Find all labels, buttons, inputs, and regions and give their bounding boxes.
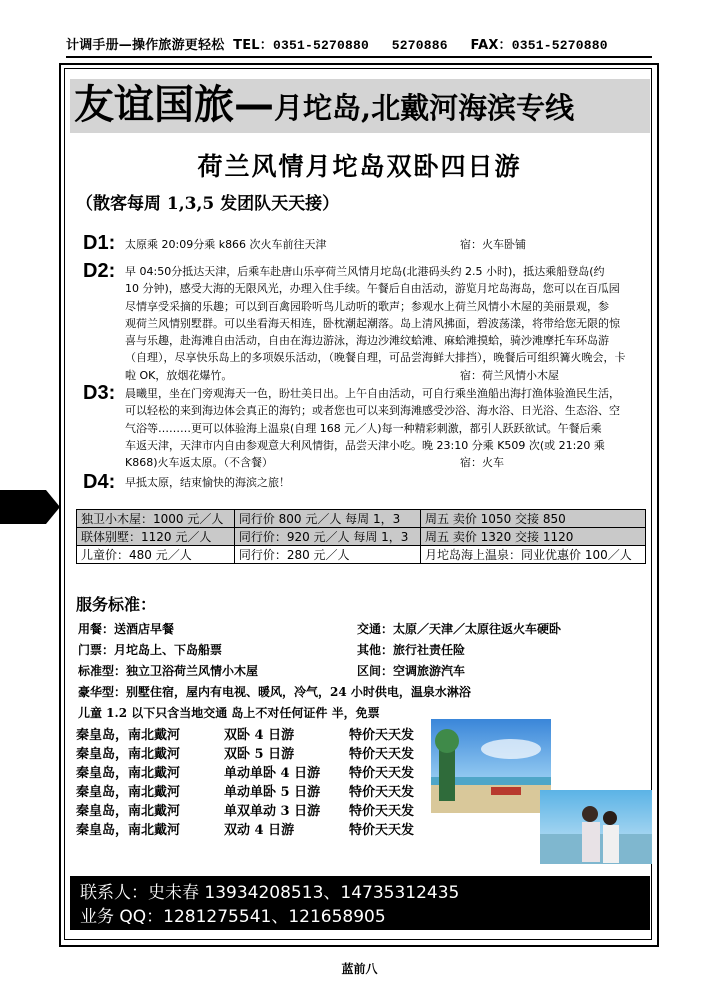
day-1-line: 太原乘 20:09分乘 k866 次火车前往天津 <box>125 238 327 251</box>
route-name: 月坨岛,北戴河海滨专线 <box>274 91 575 125</box>
day-2-line: 喜与乐趣，赴海滩自由活动，自由在海边游泳，海边沙滩纹蛤滩、麻蛤滩摸蛤，骑沙滩摩托车环岛游 <box>125 334 609 348</box>
tel-label: TEL： <box>233 38 273 53</box>
tour-row: 秦皇岛，南北戴河 单双单动 3 日游 特价天天发 <box>76 804 415 819</box>
price-row <box>77 510 646 528</box>
page-title <box>74 80 574 133</box>
service-item: 用餐：送酒店早餐 <box>78 622 175 636</box>
tour-subtitle: 荷兰风情月坨岛双卧四日游 <box>197 152 522 181</box>
tel-2: 5270886 <box>391 38 448 53</box>
price-row <box>77 546 646 564</box>
price-cell: 独卫小木屋：1000 元／人 <box>77 510 235 528</box>
service-item: 其他：旅行社责任险 <box>357 643 466 657</box>
day-2-line: 啦 OK，放烟花爆竹。 <box>125 368 233 382</box>
couple-photo <box>540 790 652 864</box>
contact-qq: 业务 QQ：1281275541、121658905 <box>80 907 386 927</box>
tour-row: 秦皇岛，南北戴河 双卧 5 日游 特价天天发 <box>76 747 415 762</box>
price-cell: 同行价：280 元／人 <box>234 546 420 564</box>
service-child: 儿童 1.2 以下只含当地交通 岛上不对任何证件 半，免票 <box>78 706 380 720</box>
price-cell: 联体别墅：1120 元／人 <box>77 528 235 546</box>
day-4-line: 早抵太原，结束愉快的海滨之旅！ <box>125 476 290 489</box>
brand-name: 友谊国旅 <box>74 82 234 128</box>
day-2-stay: 宿：荷兰风情小木屋 <box>460 369 559 382</box>
departure-note: （散客每周 1,3,5 发团队天天接） <box>76 194 340 214</box>
price-table <box>76 509 646 564</box>
price-cell: 同行价 800 元／人 每周 1，3 <box>234 510 420 528</box>
day-1-label: D1: <box>83 232 116 254</box>
day-2-text <box>125 263 643 384</box>
title-dash: — <box>234 82 274 128</box>
beach-photo <box>431 719 551 813</box>
fax-label: FAX： <box>470 38 512 53</box>
service-luxury: 豪华型：别墅住宿，屋内有电视、暖风，冷气，24 小时供电，温泉水淋浴 <box>78 685 471 699</box>
service-item: 区间：空调旅游汽车 <box>357 664 466 678</box>
tour-row: 秦皇岛，南北戴河 双卧 4 日游 特价天天发 <box>76 728 415 743</box>
price-cell: 周五 卖价 1320 交接 1120 <box>421 528 646 546</box>
service-item: 标准型：独立卫浴荷兰风情小木屋 <box>78 664 259 678</box>
day-3-label: D3: <box>83 382 116 404</box>
service-title: 服务标准： <box>76 595 157 614</box>
tour-row: 秦皇岛，南北戴河 单动单卧 5 日游 特价天天发 <box>76 785 415 800</box>
arrow-marker-icon <box>0 490 60 524</box>
contact-person: 联系人：史未春 13934208513、14735312435 <box>80 883 460 903</box>
tour-row: 秦皇岛，南北戴河 单动单卧 4 日游 特价天天发 <box>76 766 415 781</box>
contact-box <box>70 876 650 930</box>
day-3-line: K868)火车返太原。（不含餐） <box>125 456 273 470</box>
page-footer: 蓝前八 <box>341 962 378 976</box>
day-2-line: 观荷兰风情别墅群。可以坐看海天相连，卧枕潮起潮落。岛上清风拂面，碧波荡漾，将带给您无限的惊 <box>125 316 620 330</box>
day-2-line: 早 04:50分抵达天津，后乘车赴唐山乐亭荷兰风情月坨岛(北港码头约 2.5 小时)，抵达乘船登岛(约 <box>125 265 605 278</box>
header-line <box>66 34 652 58</box>
day-3-line: 晨曦里，坐在门旁观海天一色，盼壮美日出。上午自由活动，可自行乘坐渔船出海打渔体验渔民生活， <box>125 387 620 400</box>
day-3-stay: 宿：火车 <box>460 456 504 469</box>
day-1-stay: 宿：火车卧铺 <box>460 238 526 251</box>
day-2-line: 尽情享受采摘的乐趣；可以到百禽园聆听鸟儿动听的歌声；参观水上荷兰风情小木屋的美丽景观，参 <box>125 299 609 313</box>
tour-row: 秦皇岛，南北戴河 双动 4 日游 特价天天发 <box>76 823 415 838</box>
day-4-label: D4: <box>83 471 116 493</box>
fax-number: 0351-5270880 <box>511 38 608 53</box>
day-2-line: （自理），尽享快乐岛上的多项娱乐活动，（晚餐自理，可品尝海鲜大排挡），晚餐后可组织篝火晚会，卡 <box>125 351 626 365</box>
service-item: 交通：太原／天津／太原往返火车硬卧 <box>357 622 562 636</box>
price-cell: 月坨岛海上温泉：同业优惠价 100／人 <box>421 546 646 564</box>
service-item: 门票：月坨岛上、下岛船票 <box>78 643 223 657</box>
day-2-line: 10 分钟)，感受大海的无限风光，办理入住手续。午餐后自由活动，游览月坨岛海岛，您可以在百瓜园 <box>125 282 620 296</box>
day-3-line: 车返天津，天津市内自由参观意大利风情街，品尝天津小吃。晚 23:10 分乘 K509 次(或 21:20 乘 <box>125 438 605 452</box>
price-cell: 儿童价：480 元／人 <box>77 546 235 564</box>
tel-1: 0351-5270880 <box>272 38 369 53</box>
day-3-line: 气浴等………更可以体验海上温泉(自理 168 元／人)每一种精彩刺激，都引人跃跃欲试。午餐后乘 <box>125 421 602 435</box>
day-3-line: 可以轻松的来到海边体会真正的海钓；或者您也可以来到海滩感受沙浴、海水浴、日光浴、生态浴、空 <box>125 404 620 418</box>
slogan: 计调手册—操作旅游更轻松 <box>66 38 225 53</box>
day-3-text <box>125 385 643 471</box>
price-cell: 周五 卖价 1050 交接 850 <box>421 510 646 528</box>
price-cell: 同行价：920 元／人 每周 1，3 <box>234 528 420 546</box>
price-row <box>77 528 646 546</box>
day-2-label: D2: <box>83 260 116 282</box>
